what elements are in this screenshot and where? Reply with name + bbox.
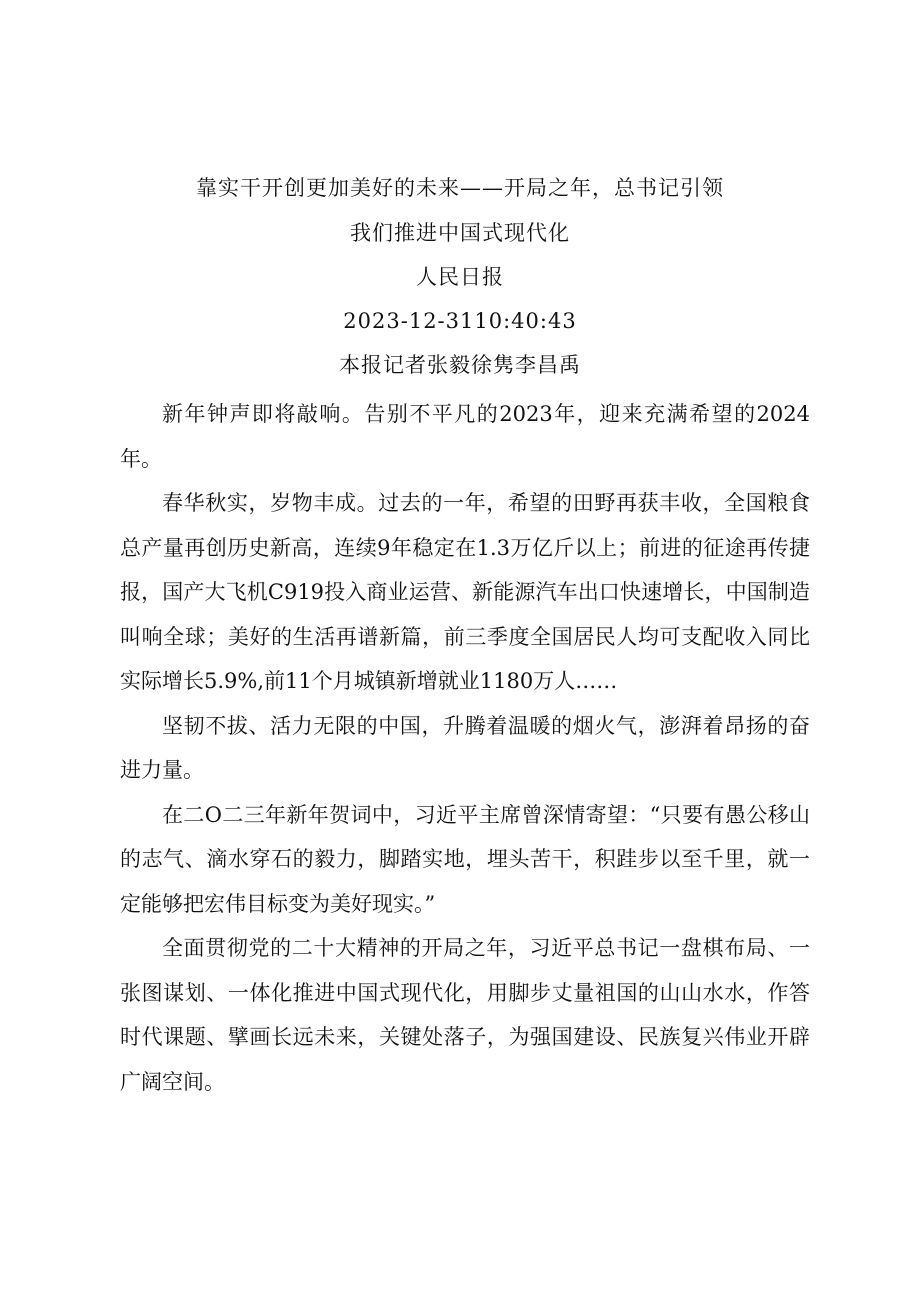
article-source: 人民日报 [416,265,504,289]
body-paragraph: 全面贯彻党的二十大精神的开局之年，习近平总书记一盘棋布局、一张图谋划、一体化推进中国式现代化，用脚步丈量祖国的山山水水，作答时代课题、擘画长远未来，关键处落子，为强国建设、民族复兴伟业开辟广阔空间。 [120,936,810,1094]
body-paragraph: 坚韧不拔、活力无限的中国，升腾着温暖的烟火气，澎湃着昂扬的奋进力量。 [120,713,810,782]
body-paragraph: 春华秋实，岁物丰成。过去的一年，希望的田野再获丰收，全国粮食总产量再创历史新高，连续9年稳定在1.3万亿斤以上；前进的征途再传捷报，国产大飞机C919投入商业运营、新能源汽车出口快速增长，中国制造叫响全球；美好的生活再谱新篇，前三季度全国居民人均可支配收入同比实际增长5.9%,前11个月城镇新增就业1180万人…… [120,491,810,693]
article-body [120,392,810,1104]
article-title-line-2: 我们推进中国式现代化 [350,221,570,245]
body-paragraph: 新年钟声即将敲响。告别不平凡的2023年，迎来充满希望的2024年。 [120,402,810,471]
body-paragraph: 在二O二三年新年贺词中，习近平主席曾深情寄望：“只要有愚公移山的志气、滴水穿石的毅力，脚踏实地，埋头苦干，积跬步以至千里，就一定能够把宏伟目标变为美好现实。” [120,802,810,916]
article-datetime: 2023-12-3110:40:43 [343,309,577,333]
article-byline: 本报记者张毅徐隽李昌禹 [339,353,581,377]
article-title-line-1: 靠实干开创更加美好的未来——开局之年，总书记引领 [196,176,724,200]
